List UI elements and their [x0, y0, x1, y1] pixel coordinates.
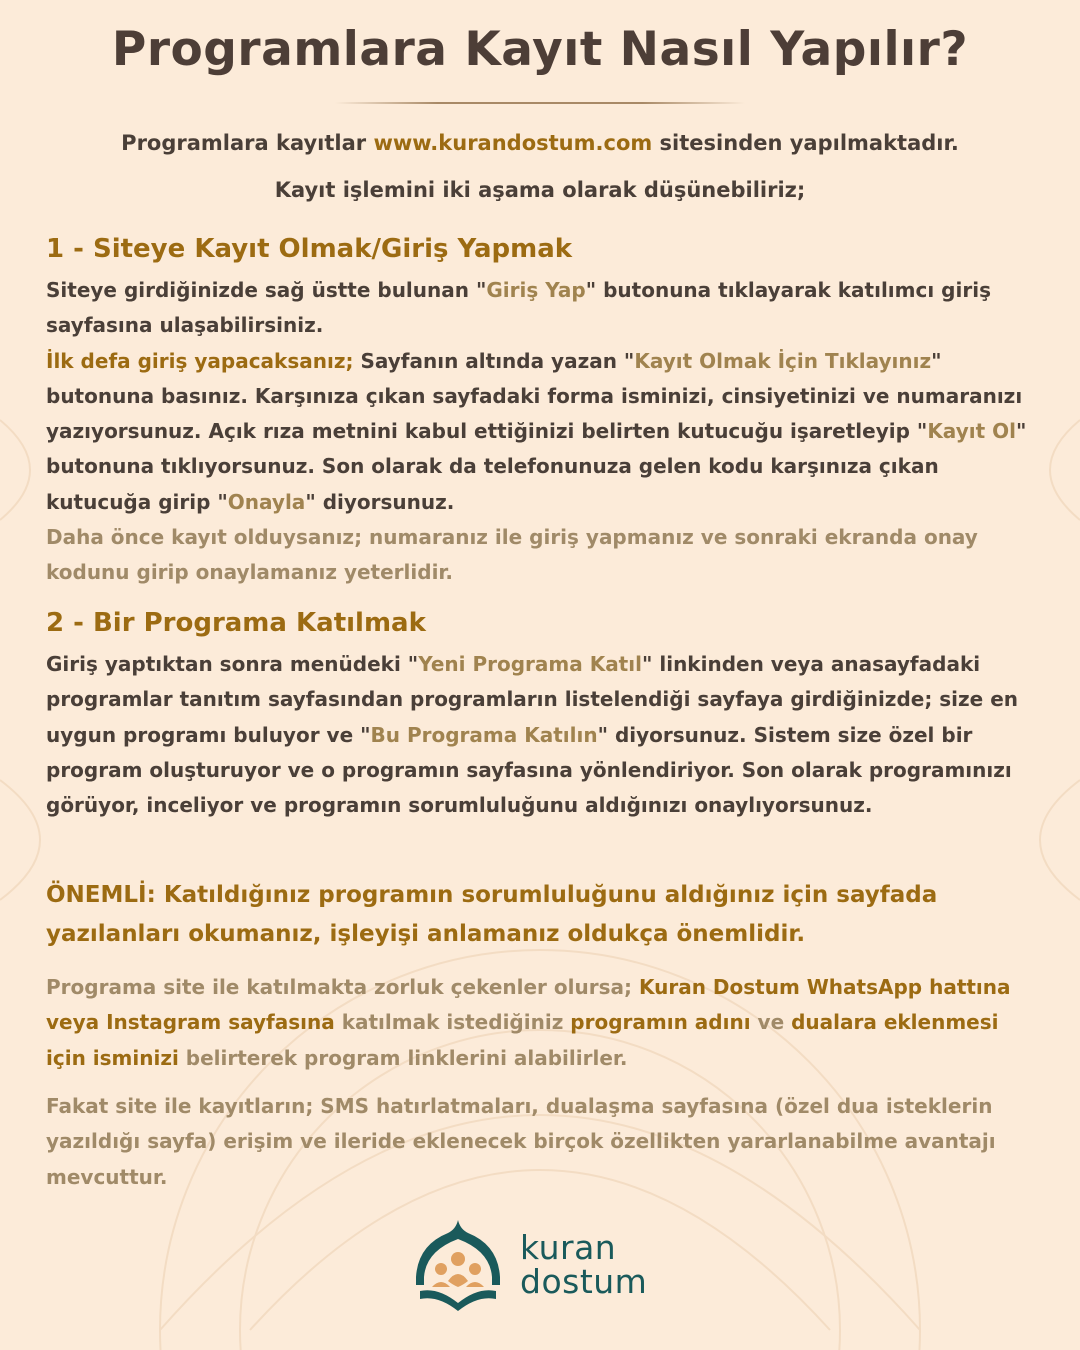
note-1	[46, 970, 1036, 1076]
giris-yap-label: Giriş Yap	[486, 278, 586, 302]
note-1-block	[46, 970, 1036, 1076]
intro-text-before: Programlara kayıtlar	[121, 131, 374, 155]
text-span: Giriş yaptıktan sonra menüdeki "	[46, 652, 419, 676]
text-span: belirterek program linklerini alabilirler.	[178, 1045, 628, 1070]
dua-name-label: dualara eklenmesi için isminizi	[46, 1010, 999, 1070]
text-span: " diyorsunuz.	[305, 489, 455, 514]
onayla-label: Onayla	[227, 489, 306, 514]
website-link[interactable]: www.kurandostum.com	[373, 131, 653, 155]
yeni-programa-katil-label: Yeni Programa Katıl	[418, 652, 642, 676]
program-name-label: programın adını	[570, 1010, 751, 1035]
kayit-ol-label: Kayıt Ol	[927, 419, 1016, 444]
title-divider	[335, 102, 745, 104]
text-span: Sayfanın altında yazan "	[353, 348, 635, 373]
intro-line-2: Kayıt işlemini iki aşama olarak düşünebiliriz;	[274, 178, 806, 202]
whatsapp-instagram-label: Kuran Dostum WhatsApp hattına veya Instagram sayfasına	[46, 975, 1011, 1035]
intro-line-1	[0, 131, 1080, 155]
important-note: ÖNEMLİ: Katıldığınız programın sorumluluğunu aldığınız için sayfada yazılanları okumanız, işleyişi anlamanız oldukça önemlidir.	[46, 882, 938, 947]
text-span: " linkinden veya anasayfadaki programlar tanıtım sayfasından programların listelendiği sayfaya girdiğinizde; size en uygun programı buluyor ve "	[46, 652, 1019, 747]
bu-programa-katilin-label: Bu Programa Katılın	[370, 722, 598, 747]
mosque-dome-people-book-icon	[408, 1215, 508, 1315]
section-2-paragraph-1	[46, 647, 1036, 823]
text-span: " butonuna tıklayarak katılımcı giriş sayfasına ulaşabilirsiniz.	[46, 278, 991, 338]
intro-text-after: sitesinden yapılmaktadır.	[652, 131, 959, 155]
section-1-paragraph-3: Daha önce kayıt olduysanız; numaranız ile giriş yapmanız ve sonraki ekranda onay kodunu girip onaylamanız yeterlidir.	[46, 525, 978, 585]
section-1-heading: 1 - Siteye Kayıt Olmak/Giriş Yapmak	[46, 234, 573, 264]
note-2: Fakat site ile kayıtların; SMS hatırlatmaları, dualaşma sayfasına (özel dua isteklerin yazıldığı sayfa) erişim ve ileride eklenecek birçok özellikten yararlanabilme avantajı mevcuttur.	[46, 1094, 996, 1189]
logo-text-dostum: dostum	[520, 1262, 648, 1301]
text-span: " butonuna basınız. Karşınıza çıkan sayfadaki forma isminizi, cinsiyetinizi ve numaranızı yazıyorsunuz. Açık rıza metnini kabul ettiğinizi belirten kutucuğu işaretleyip "	[46, 348, 1023, 444]
section-1	[46, 232, 1036, 591]
text-span: " butonuna tıklıyorsunuz. Son olarak da telefonunuza gelen kodu karşınıza çıkan kutucuğa girip "	[46, 419, 1027, 514]
section-1-paragraph-1	[46, 273, 1036, 344]
section-2-heading: 2 - Bir Programa Katılmak	[46, 608, 426, 638]
first-login-label: İlk defa giriş yapacaksanız;	[46, 348, 354, 373]
section-1-paragraph-2	[46, 344, 1036, 520]
logo-text-kuran: kuran	[520, 1228, 617, 1267]
text-span: ve	[750, 1010, 792, 1035]
text-span: Programa site ile katılmakta zorluk çekenler olursa;	[46, 975, 639, 999]
kayit-olmak-label: Kayıt Olmak İçin Tıklayınız	[634, 348, 932, 373]
text-span: katılmak istediğiniz	[334, 1010, 571, 1035]
important-block	[46, 876, 1036, 954]
text-span: " diyorsunuz. Sistem size özel bir program oluşturuyor ve o programın sayfasına yönlendiriyor. Son olarak programınızı görüyor, inceliyor ve programın sorumluluğunu aldığınızı onaylıyorsunuz.	[46, 722, 1012, 818]
kuran-dostum-logo	[408, 1215, 678, 1315]
text-span: Siteye girdiğinizde sağ üstte bulunan "	[46, 278, 487, 302]
note-2-block	[46, 1089, 1036, 1195]
section-2	[46, 606, 1036, 823]
page-title: Programlara Kayıt Nasıl Yapılır?	[111, 22, 969, 77]
